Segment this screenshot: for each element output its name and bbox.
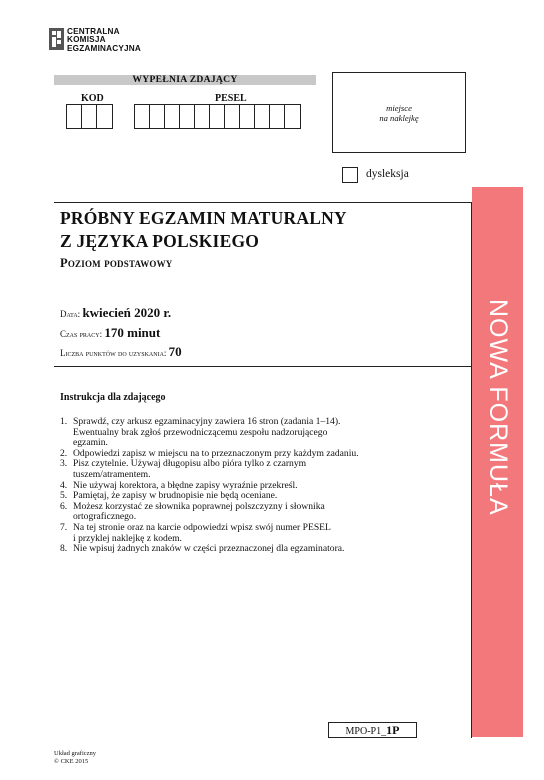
instructions-heading: Instrukcja dla zdającego [60,392,166,403]
instruction-line: Nie używaj korektora, a błędne zapisy wyraźnie przekreśl. [73,479,298,491]
logo-line: KOMISJA [67,35,106,45]
instruction-number: 4. [60,479,68,491]
instruction-line: Nie wpisuj żadnych znaków w części przeznaczonej dla egzaminatora. [73,543,345,555]
pesel-digit-box[interactable] [270,105,285,128]
pesel-digit-box[interactable] [135,105,150,128]
instruction-line: Ewentualny brak zgłoś przewodniczącemu zespołu nadzorującego [73,426,328,438]
instruction-item [60,502,460,523]
exam-subject: Z JĘZYKA POLSKIEGO [60,231,260,251]
pesel-digit-box[interactable] [255,105,270,128]
kod-input-boxes[interactable] [66,104,113,129]
instruction-line: Możesz korzystać ze słownika poprawnej polszczyzny i słownika [73,500,325,512]
instruction-item [60,523,460,544]
kod-digit-box[interactable] [97,105,112,128]
new-formula-text: NOWA FORMUŁA [484,299,512,516]
divider-middle [54,366,472,367]
cke-logo [49,28,141,53]
time-label: Czas pracy: [60,329,103,339]
exam-date [60,305,171,321]
pesel-digit-box[interactable] [210,105,225,128]
kod-label: KOD [81,93,104,104]
instruction-text [73,544,344,555]
points-value: 70 [168,344,182,359]
exam-points [60,344,182,360]
instruction-line: ortograficznego. [73,511,137,523]
instruction-line: i przyklej naklejkę z kodem. [73,532,182,544]
instruction-text [73,502,325,523]
new-formula-band [472,187,523,737]
instruction-line: Odpowiedzi zapisz w miejscu na to przeznaczonym przy każdym zadaniu. [73,447,359,459]
instruction-number: 7. [60,521,68,533]
logo-line: CENTRALNA [67,27,120,36]
instruction-item [60,417,460,449]
instruction-line: tuszem/atramentem. [73,468,151,480]
sticker-label-line: na naklejkę [379,112,419,123]
time-value: 170 minut [104,325,161,340]
pesel-digit-box[interactable] [240,105,255,128]
fill-header-bar: WYPEŁNIA ZDAJĄCY [54,75,316,85]
instruction-number: 6. [60,500,68,512]
date-label: Data: [60,309,81,319]
instruction-number: 1. [60,416,68,427]
instruction-text [73,459,306,480]
instruction-line: Sprawdź, czy arkusz egzaminacyjny zawiera 16 stron (zadania 1–14). [73,416,341,427]
instructions-list [60,417,460,555]
copyright: © CKE 2015 [54,758,89,765]
divider-top [54,202,472,203]
exam-title: PRÓBNY EGZAMIN MATURALNY [60,208,347,228]
dyslexia-checkbox[interactable] [342,167,358,183]
instruction-line: Na tej stronie oraz na karcie odpowiedzi wpisz swój numer PESEL [73,521,331,533]
kod-digit-box[interactable] [82,105,97,128]
exam-level: Poziom podstawowy [60,256,173,270]
instruction-line: Pamiętaj, że zapisy w brudnopisie nie będą oceniane. [73,490,278,502]
kod-digit-box[interactable] [67,105,82,128]
exam-duration [60,325,160,341]
cke-logo-icon [49,28,64,50]
instruction-line: egzamin. [73,437,108,449]
exam-code-box [328,722,417,738]
instruction-number: 5. [60,490,68,502]
logo-text [67,28,141,53]
pesel-input-boxes[interactable] [134,104,301,129]
instruction-number: 2. [60,447,68,459]
exam-code-prefix: MPO-P1_ [345,726,387,737]
pesel-digit-box[interactable] [285,105,300,128]
pesel-digit-box[interactable] [165,105,180,128]
date-value: kwiecień 2020 r. [82,305,172,320]
sticker-area[interactable] [332,72,466,153]
pesel-digit-box[interactable] [150,105,165,128]
pesel-digit-box[interactable] [180,105,195,128]
points-label: Liczba punktów do uzyskania: [60,348,167,358]
instruction-item [60,459,460,480]
pesel-label: PESEL [215,93,247,104]
sticker-label-line: miejsce [386,102,412,113]
divider-vertical [471,202,472,738]
logo-line: EGZAMINACYJNA [67,43,142,53]
dyslexia-label: dysleksja [366,168,409,180]
exam-code-suffix: 1P [386,723,400,737]
instruction-number: 8. [60,543,68,555]
instruction-text [73,523,331,544]
instruction-item [60,544,460,555]
pesel-digit-box[interactable] [195,105,210,128]
instruction-text [73,417,340,449]
layout-note: Układ graficzny [54,750,97,757]
pesel-digit-box[interactable] [225,105,240,128]
instruction-line: Pisz czytelnie. Używaj długopisu albo pióra tylko z czarnym [73,458,307,470]
instruction-number: 3. [60,458,68,470]
